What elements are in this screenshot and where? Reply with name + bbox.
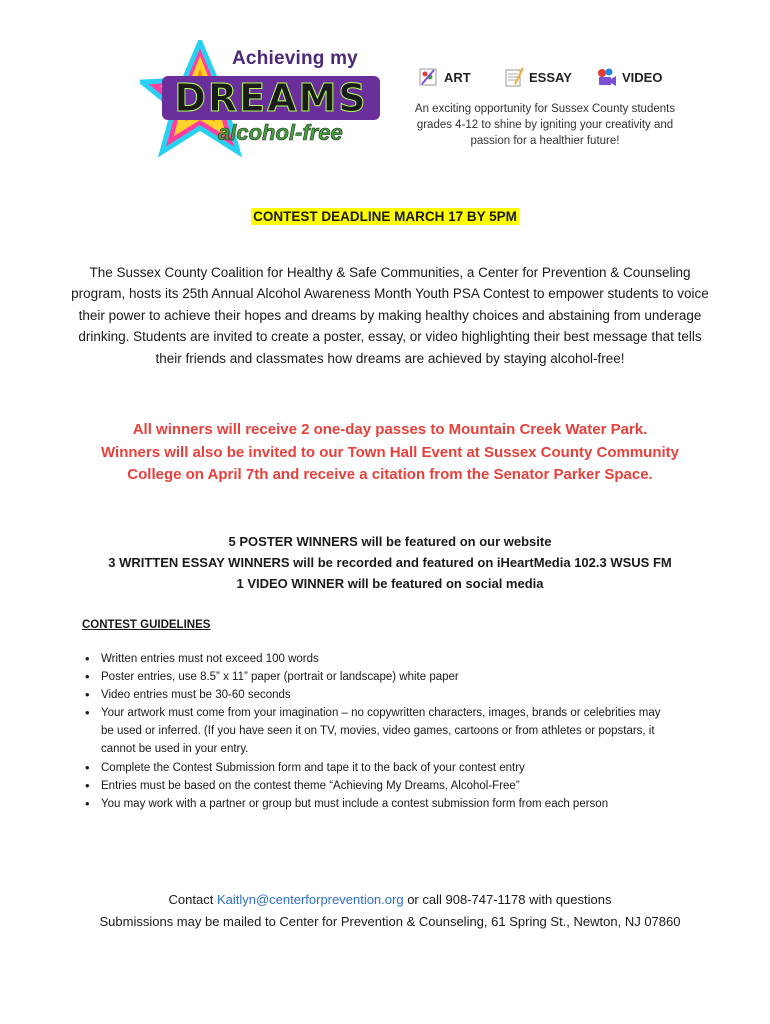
- tagline: An exciting opportunity for Sussex County students grades 4-12 to shine by igniting your creativity and passion for a healthier future!: [414, 103, 676, 147]
- art-icon: [418, 66, 440, 88]
- logo-title-main: DREAMS: [162, 76, 380, 120]
- essay-icon: [503, 66, 525, 88]
- contact-block: [40, 889, 740, 933]
- prize-line: Winners will also be invited to our Town Hall Event at Sussex County Community: [101, 443, 679, 461]
- prize-announcement: [60, 419, 720, 487]
- category-art: ART: [418, 66, 471, 88]
- guideline-item: • You may work with a partner or group but must include a contest submission form from each person: [85, 795, 665, 813]
- prize-line: All winners will receive 2 one-day passes to Mountain Creek Water Park.: [132, 421, 648, 438]
- logo-title-top: Achieving my: [232, 48, 358, 69]
- winner-line: 5 POSTER WINNERS will be featured on our website: [228, 534, 552, 549]
- contest-deadline: CONTEST DEADLINE MARCH 17 BY 5PM: [253, 209, 517, 224]
- guideline-item: • Poster entries, use 8.5” x 11” paper (portrait or landscape) white paper: [85, 668, 665, 686]
- guideline-item: • Your artwork must come from your imagination – no copywritten characters, images, brands or celebrities may be used or inferred. (If you have seen it on TV, movies, video games, cartoons or from athletes or popstars, it cannot be used in your entry.: [85, 704, 665, 758]
- guideline-item: • Video entries must be 30-60 seconds: [85, 686, 665, 704]
- category-essay: ESSAY: [503, 66, 572, 88]
- guidelines-list: [85, 650, 665, 813]
- guidelines-heading: CONTEST GUIDELINES: [82, 619, 211, 631]
- winner-categories: [40, 531, 740, 594]
- winner-line: 3 WRITTEN ESSAY WINNERS will be recorded and featured on iHeartMedia 102.3 WSUS FM: [108, 555, 672, 570]
- prize-line: College on April 7th and receive a citation from the Senator Parker Space.: [127, 466, 653, 484]
- guideline-item: • Written entries must not exceed 100 words: [85, 650, 665, 668]
- category-video: VIDEO: [596, 66, 662, 88]
- guideline-item: • Entries must be based on the contest theme “Achieving My Dreams, Alcohol-Free”: [85, 777, 665, 795]
- contact-email-link[interactable]: Kaitlyn@centerforprevention.org: [216, 892, 404, 907]
- mailing-address: Submissions may be mailed to Center for Prevention & Counseling, 61 Spring St., Newton, NJ 07860: [99, 914, 681, 929]
- guideline-item: • Complete the Contest Submission form and tape it to the back of your contest entry: [85, 759, 665, 777]
- logo-title-sub: alcohol-free: [218, 120, 343, 145]
- video-icon: [596, 66, 618, 88]
- winner-line: 1 VIDEO WINNER will be featured on social media: [236, 576, 544, 591]
- contact-line: Contact Kaitlyn@centerforprevention.org or call 908-747-1178 with questions: [168, 892, 612, 907]
- intro-paragraph: The Sussex County Coalition for Healthy & Safe Communities, a Center for Prevention & Counseling program, hosts its 25th Annual Alcohol Awareness Month Youth PSA Contest to empower students to voice their power to achieve their hopes and dreams by making healthy choices and abstaining from underage drinking. Students are invited to create a poster, essay, or video highlighting their best message that tells their friends and classmates how dreams are achieved by staying alcohol-free!: [71, 265, 709, 366]
